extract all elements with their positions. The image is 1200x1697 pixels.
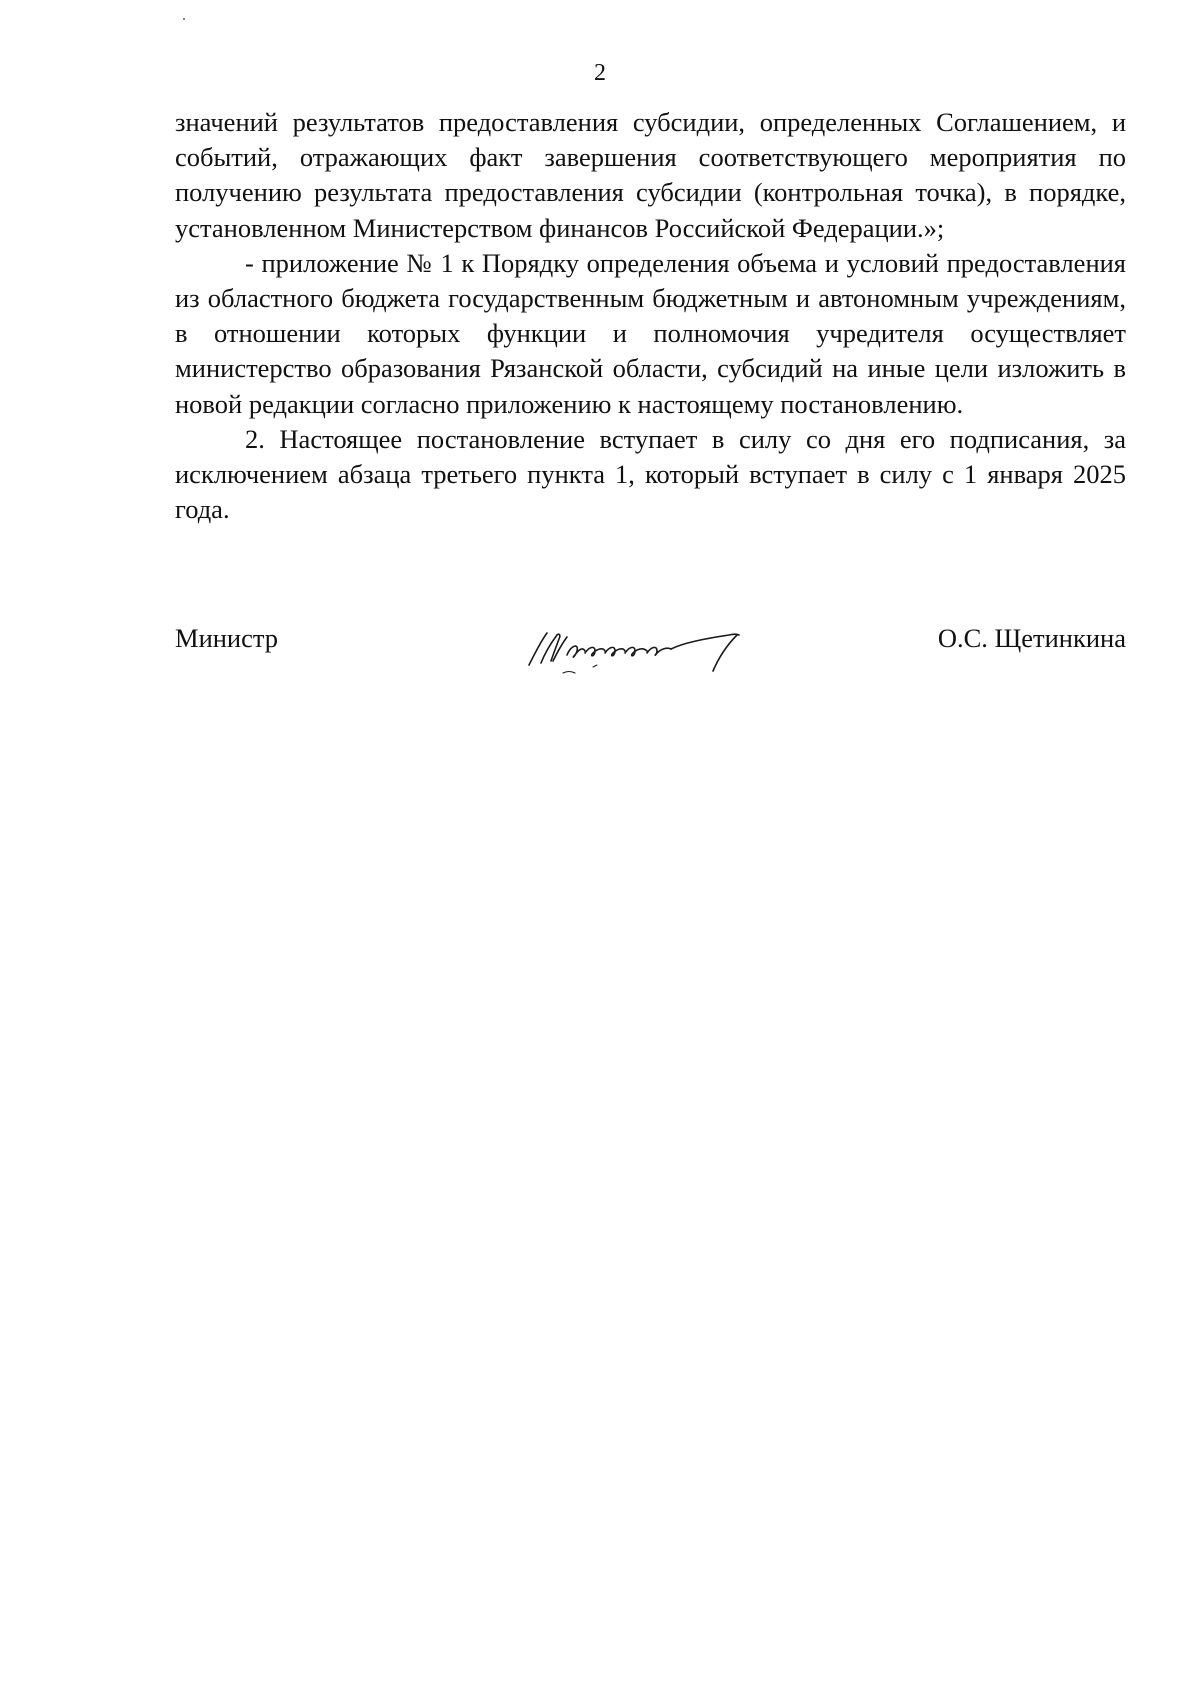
handwritten-signature — [523, 615, 763, 677]
signatory-title: Министр — [175, 623, 279, 653]
paragraph-effective-date: 2. Настоящее постановление вступает в силу со дня его подписания, за исключением абзаца третьего пункта 1, который вступает в силу с 1 января 2025 года. — [175, 423, 1126, 525]
paragraph-appendix-amendment: - приложение № 1 к Порядку определения объема и условий предоставления из областного бюджета государственным бюджетным и автономным учреждениям, в отношении которых функции и полномочия учредителя осуществляет министерство образования Рязанской области, субсидий на иные цели изложить в новой редакции согласно приложению к настоящему постановлению. — [175, 247, 1126, 419]
page-number: 2 — [594, 60, 606, 86]
signature-block — [175, 615, 1126, 685]
signatory-name: О.С. Щетинкина — [937, 623, 1126, 653]
scan-speck — [183, 18, 185, 20]
document-body — [175, 105, 1126, 527]
paragraph-continuation: значений результатов предоставления субсидии, определенных Соглашением, и событий, отражающих факт завершения соответствующего мероприятия по получению результата предоставления субсидии (контрольная точка), в порядке, установленном Министерством финансов Российской Федерации.»; — [175, 107, 1126, 243]
